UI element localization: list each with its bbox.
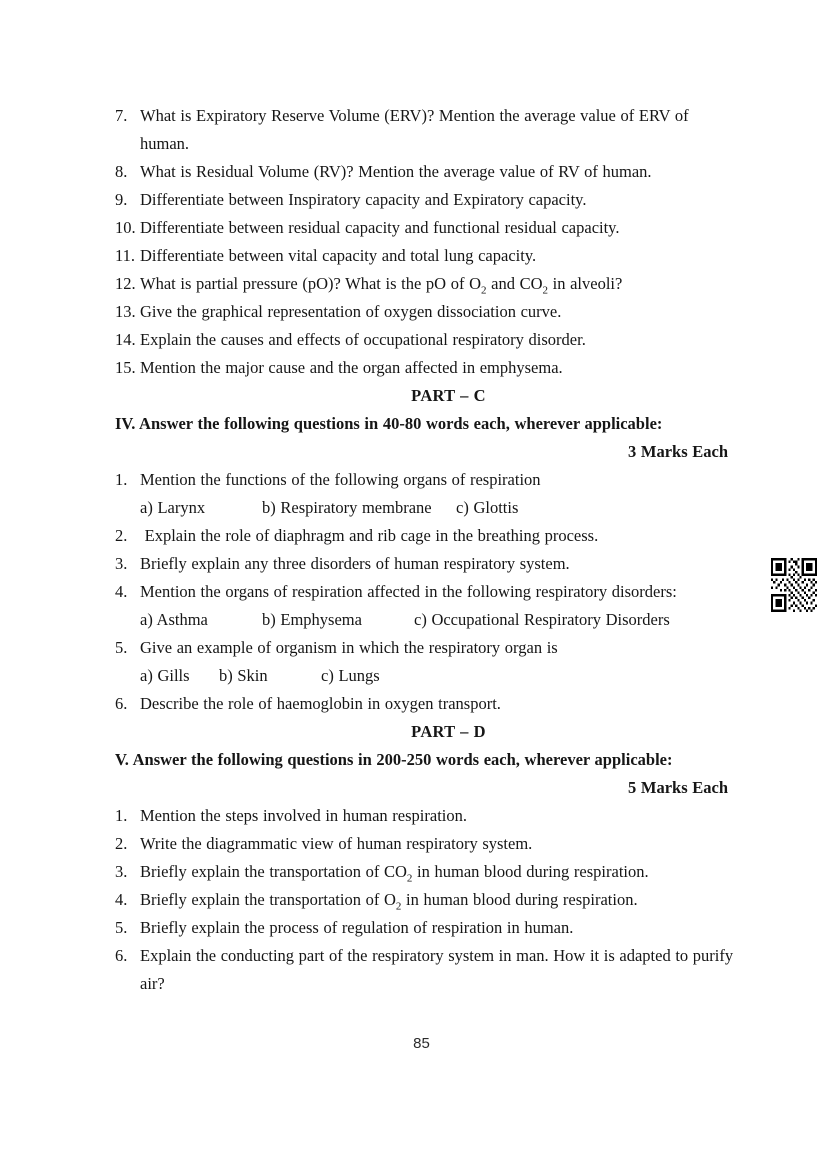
question-text: What is Expiratory Reserve Volume (ERV)? Mention the average value of ERV of [140,106,689,125]
question-text: Describe the role of haemoglobin in oxygen transport. [140,694,501,713]
page-footer [115,1030,728,1058]
question-options [115,494,728,522]
question-text: Differentiate between vital capacity and total lung capacity. [140,246,537,265]
question-options [115,662,728,690]
question-number: 3. [115,862,128,881]
question-item [115,550,728,578]
question-item [115,634,728,662]
question-text: Briefly explain any three disorders of human respiratory system. [140,554,570,573]
question-item [115,578,728,606]
option-b: b) Emphysema [262,610,362,629]
part-c-heading: PART – C [411,386,486,405]
question-number: 10. [115,218,136,237]
question-number: 1. [115,470,128,489]
question-text: Briefly explain the process of regulation of respiration in human. [140,918,574,937]
question-number: 8. [115,162,128,181]
question-text: Mention the organs of respiration affected in the following respiratory disorders: [140,582,677,601]
question-text: Explain the conducting part of the respiratory system in man. How it is adapted to purify [140,946,734,965]
question-item [115,214,728,242]
document-content [115,0,734,1058]
question-item [115,326,728,354]
question-number: 7. [115,106,128,125]
question-text: Differentiate between residual capacity and functional residual capacity. [140,218,620,237]
question-item [115,858,728,886]
option-a: a) Larynx [140,498,206,517]
question-number: 11. [115,246,136,265]
question-number: 6. [115,694,128,713]
question-item-continuation [115,970,728,998]
question-item [115,466,728,494]
question-text: What is partial pressure (pO)? What is the pO of $O_2$ and $CO_2$ in alveoli? [140,274,623,297]
subscript: 2 [542,284,549,297]
question-item [115,886,728,914]
question-text: Mention the steps involved in human respiration. [140,806,467,825]
question-text: Give an example of organism in which the respiratory organ is [140,638,558,657]
question-text: human. [140,134,190,153]
part-d-heading: PART – D [411,722,486,741]
question-number: 15. [115,358,136,377]
question-number: 1. [115,806,128,825]
question-item [115,690,728,718]
question-number: 14. [115,330,136,349]
qr-code-icon [771,558,817,612]
question-item [115,158,728,186]
question-item [115,802,728,830]
question-item [115,522,728,550]
question-number: 3. [115,554,128,573]
question-text: Give the graphical representation of oxygen dissociation curve. [140,302,562,321]
question-item [115,102,728,130]
question-number: 4. [115,890,128,909]
part-d-marks: 5 Marks Each [628,778,728,797]
subscript: 2 [395,900,402,913]
question-number: 13. [115,302,136,321]
question-text: Write the diagrammatic view of human respiratory system. [140,834,533,853]
question-text: Mention the major cause and the organ affected in emphysema. [140,358,563,377]
question-text: Briefly explain the transportation of $O_2$ in human blood during respiration. [140,890,638,913]
question-number: 9. [115,190,128,209]
question-text: Differentiate between Inspiratory capacity and Expiratory capacity. [140,190,587,209]
part-c-marks: 3 Marks Each [628,442,728,461]
question-number: 5. [115,918,128,937]
question-item [115,914,728,942]
option-a: a) Asthma [140,610,208,629]
subscript: 2 [406,872,413,885]
question-item [115,186,728,214]
option-c: c) Occupational Respiratory Disorders [414,610,670,629]
option-a: a) Gills [140,666,190,685]
question-text: Briefly explain the transportation of $CO_2$ in human blood during respiration. [140,862,649,885]
question-number: 4. [115,582,128,601]
question-item [115,298,728,326]
part-d-instruction: V. Answer the following questions in 200-250 words each, wherever applicable: [115,750,673,769]
part-c-instruction: IV. Answer the following questions in 40-80 words each, wherever applicable: [115,414,663,433]
question-options [115,606,728,634]
question-item [115,270,728,298]
option-c: c) Lungs [321,666,380,685]
question-item [115,354,728,382]
option-b: b) Respiratory membrane [262,498,432,517]
question-item [115,942,734,970]
question-item [115,242,728,270]
question-text: Explain the role of diaphragm and rib cage in the breathing process. [140,526,599,545]
question-item-continuation [115,130,728,158]
question-number: 2. [115,834,128,853]
question-item [115,830,728,858]
question-number: 2. [115,526,128,545]
question-number: 5. [115,638,128,657]
question-text: Mention the functions of the following organs of respiration [140,470,541,489]
option-c: c) Glottis [456,498,519,517]
question-number: 12. [115,274,136,293]
page-number: 85 [413,1035,430,1052]
question-text: What is Residual Volume (RV)? Mention the average value of RV of human. [140,162,652,181]
question-text: Explain the causes and effects of occupational respiratory disorder. [140,330,586,349]
option-b: b) Skin [219,666,268,685]
question-number: 6. [115,946,128,965]
question-text: air? [140,974,165,993]
subscript: 2 [481,284,487,297]
